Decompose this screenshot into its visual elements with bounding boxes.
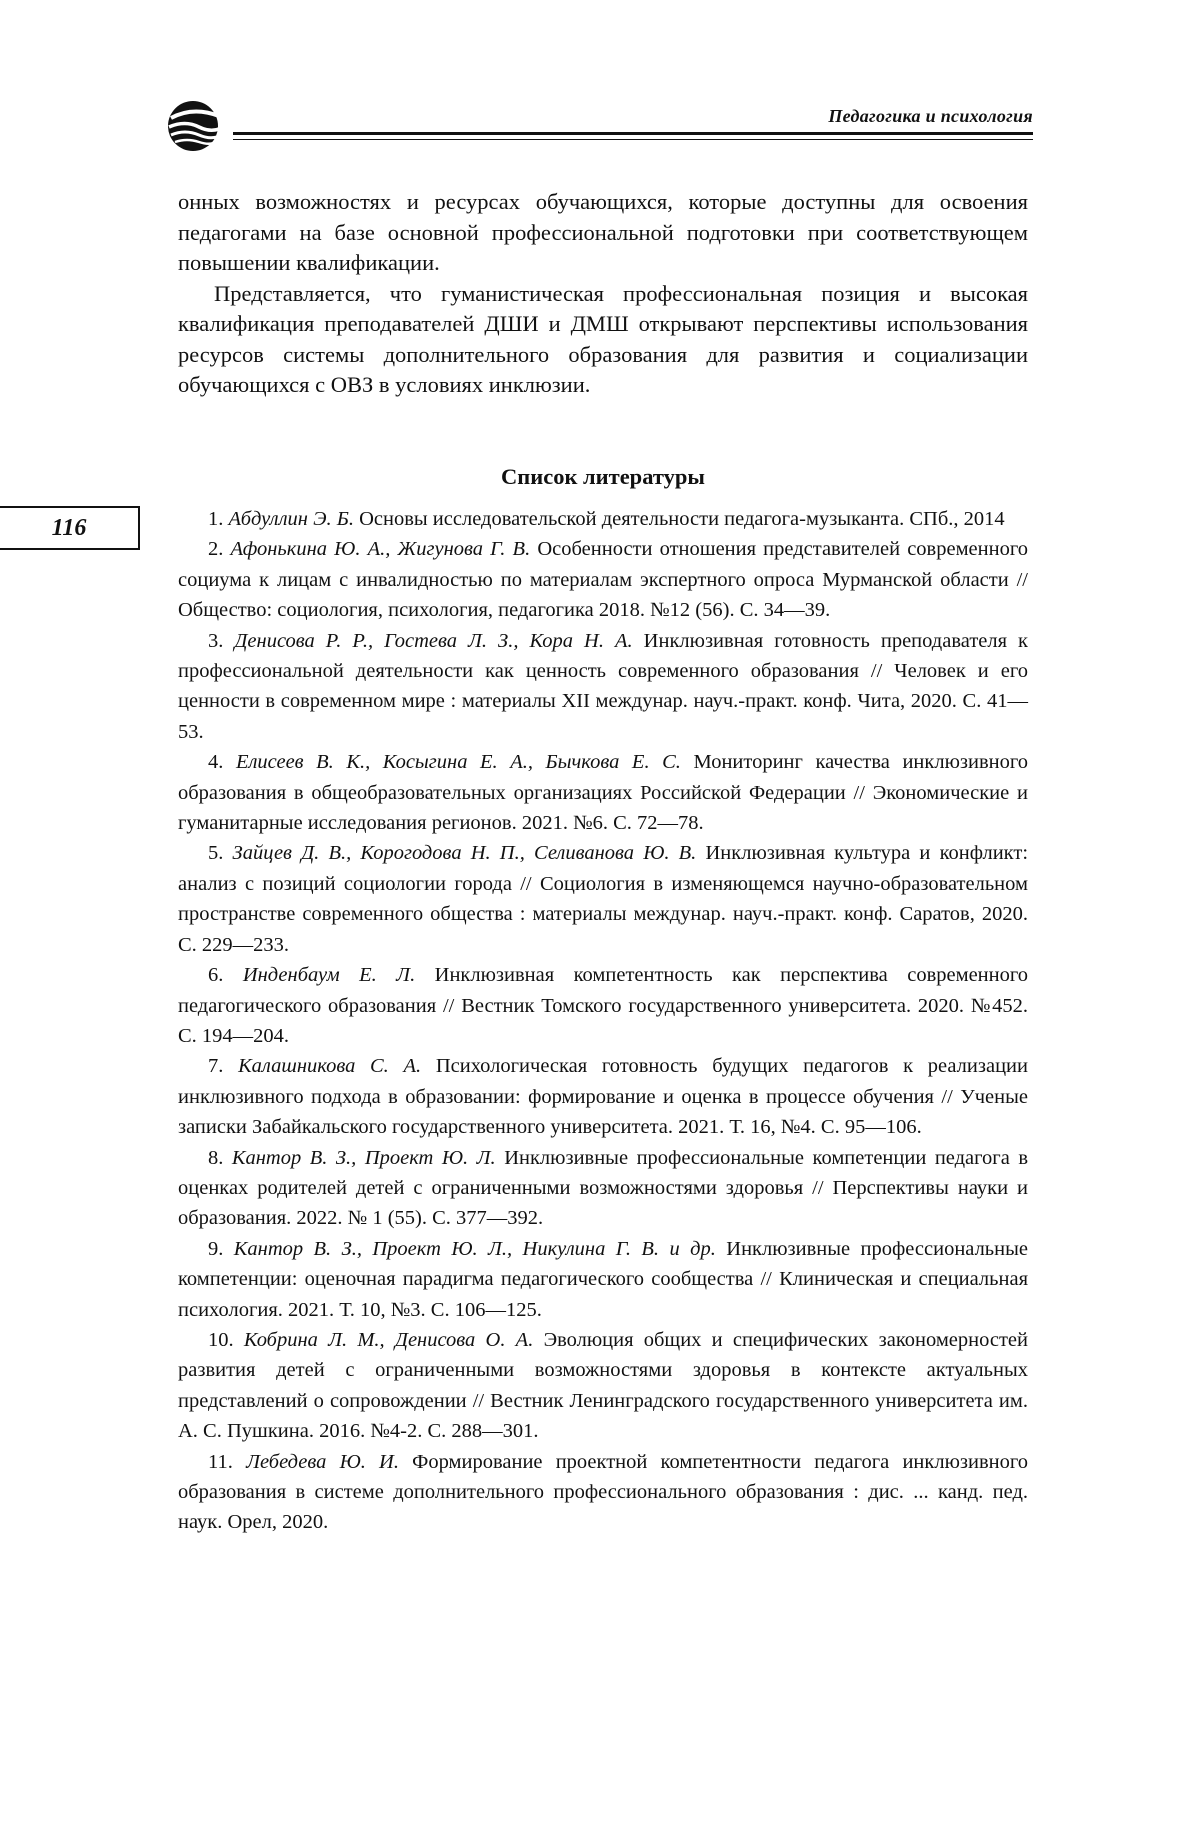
reference-authors: Калашникова С. А. — [238, 1055, 422, 1078]
reference-list — [178, 504, 1028, 1538]
reference-item — [178, 960, 1028, 1051]
running-header — [165, 96, 1033, 156]
page-number: 116 — [0, 506, 140, 550]
reference-number: 1. — [208, 508, 224, 530]
paragraph-conclusion: Представляется, что гуманистическая профессиональная позиция и высокая квалификация преподавателей ДШИ и ДМШ открывают перспективы использования ресурсов системы дополнительного образования для развития и социализации обучающихся с ОВЗ в условиях инклюзии. — [178, 280, 1028, 397]
reference-authors: Кантор В. З., Проект Ю. Л., Никулина Г. В. и др. — [233, 1237, 716, 1260]
reference-text: Инклюзивные профессиональные компетенции педагога в оценках родителей детей с ограниченными возможностями здоровья // Перспективы науки и образования. 2022. № 1 (55). С. 377—392. — [178, 1146, 1028, 1230]
reference-number: 4. — [208, 751, 224, 774]
reference-text: Особенности отношения представителей современного социума к лицам с инвалидностью по материалам экспертного опроса Мурманской области // Общество: социология, психология, педагогика 2018. №12 (56). С. 34—39. — [178, 538, 1028, 622]
reference-text: Эволюция общих и специфических закономерностей развития детей с ограниченными возможностями здоровья в контексте актуальных представлений о сопровождении // Вестник Ленинградского государственного университета им. А. С. Пушкина. 2016. №4-2. С. 288—301. — [178, 1328, 1029, 1443]
reference-number: 6. — [208, 964, 224, 987]
reference-item — [178, 534, 1028, 625]
reference-text: Инклюзивная культура и конфликт: анализ с позиций социологии города // Социология в изменяющемся научно-образовательном пространстве современного общества : материалы междунар. науч.-практ. конф. Саратов, 2020. С. 229—233. — [178, 842, 1029, 956]
header-rule-thick — [233, 132, 1033, 135]
reference-number: 3. — [208, 629, 224, 652]
reference-text: Инклюзивные профессиональные компетенции: оценочная парадигма педагогического сообщества // Клиническая и специальная психология. 2021. Т. 10, №3. С. 106—125. — [178, 1237, 1028, 1321]
header-rule-thin — [233, 139, 1033, 140]
journal-logo-icon — [165, 96, 231, 156]
reference-item — [178, 504, 1028, 534]
reference-authors: Абдуллин Э. Б. — [228, 508, 354, 530]
reference-item — [178, 747, 1028, 838]
body-text — [178, 187, 1028, 401]
reference-text: Формирование проектной компетентности педагога инклюзивного образования в системе дополнительного профессионального образования : дис. ... канд. пед. наук. Орел, 2020. — [178, 1450, 1029, 1534]
reference-text: Мониторинг качества инклюзивного образования в общеобразовательных организациях Российской Федерации // Экономические и гуманитарные исследования регионов. 2021. №6. С. 72—78. — [178, 751, 1029, 835]
reference-text: Инклюзивная компетентность как перспектива современного педагогического образования // Вестник Томского государственного университета. 2020. №452. С. 194—204. — [178, 964, 1029, 1047]
reference-authors: Денисова Р. Р., Гостева Л. З., Кора Н. А. — [234, 629, 633, 652]
reference-text: Инклюзивная готовность преподавателя к профессиональной деятельности как ценность современного образования // Человек и его ценности в современном мире : материалы XII междунар. науч.-практ. конф. Чита, 2020. С. 41—53. — [178, 629, 1029, 743]
reference-authors: Елисеев В. К., Косыгина Е. А., Бычкова Е. С. — [235, 751, 681, 774]
reference-authors: Кантор В. З., Проект Ю. Л. — [231, 1146, 496, 1169]
reference-item — [178, 1325, 1028, 1447]
reference-number: 10. — [208, 1328, 234, 1351]
reference-number: 2. — [208, 538, 224, 561]
reference-number: 5. — [208, 842, 224, 865]
reference-authors: Инденбаум Е. Л. — [242, 964, 416, 987]
reference-item — [178, 1051, 1028, 1142]
reference-number: 9. — [208, 1237, 224, 1260]
reference-item — [178, 626, 1028, 748]
reference-text: Психологическая готовность будущих педагогов к реализации инклюзивного подхода в образовании: формирование и оценка в процессе обучения // Ученые записки Забайкальского государственного университета. 2021. Т. 16, №4. С. 95—106. — [178, 1055, 1028, 1139]
reference-number: 11. — [208, 1450, 233, 1473]
reference-authors: Лебедева Ю. И. — [246, 1450, 399, 1473]
reference-item — [178, 1234, 1028, 1325]
section-title: Педагогика и психология — [828, 106, 1033, 126]
reference-item — [178, 1143, 1028, 1234]
reference-number: 7. — [208, 1055, 224, 1078]
reference-authors: Зайцев Д. В., Корогодова Н. П., Селиванова Ю. В. — [232, 842, 697, 865]
reference-number: 8. — [208, 1146, 224, 1169]
reference-item — [178, 838, 1028, 960]
references-heading: Список литературы — [501, 464, 705, 489]
reference-authors: Кобрина Л. М., Денисова О. А. — [243, 1328, 534, 1351]
paragraph-continuation: онных возможностях и ресурсах обучающихся, которые доступны для освоения педагогами на базе основной профессиональной подготовки при соответствующем повышении квалификации. — [178, 189, 1028, 275]
reference-authors: Афонькина Ю. А., Жигунова Г. В. — [230, 538, 531, 561]
reference-text: Основы исследовательской деятельности педагога-музыканта. СПб., 2014 — [359, 508, 1005, 530]
reference-item — [178, 1447, 1028, 1538]
